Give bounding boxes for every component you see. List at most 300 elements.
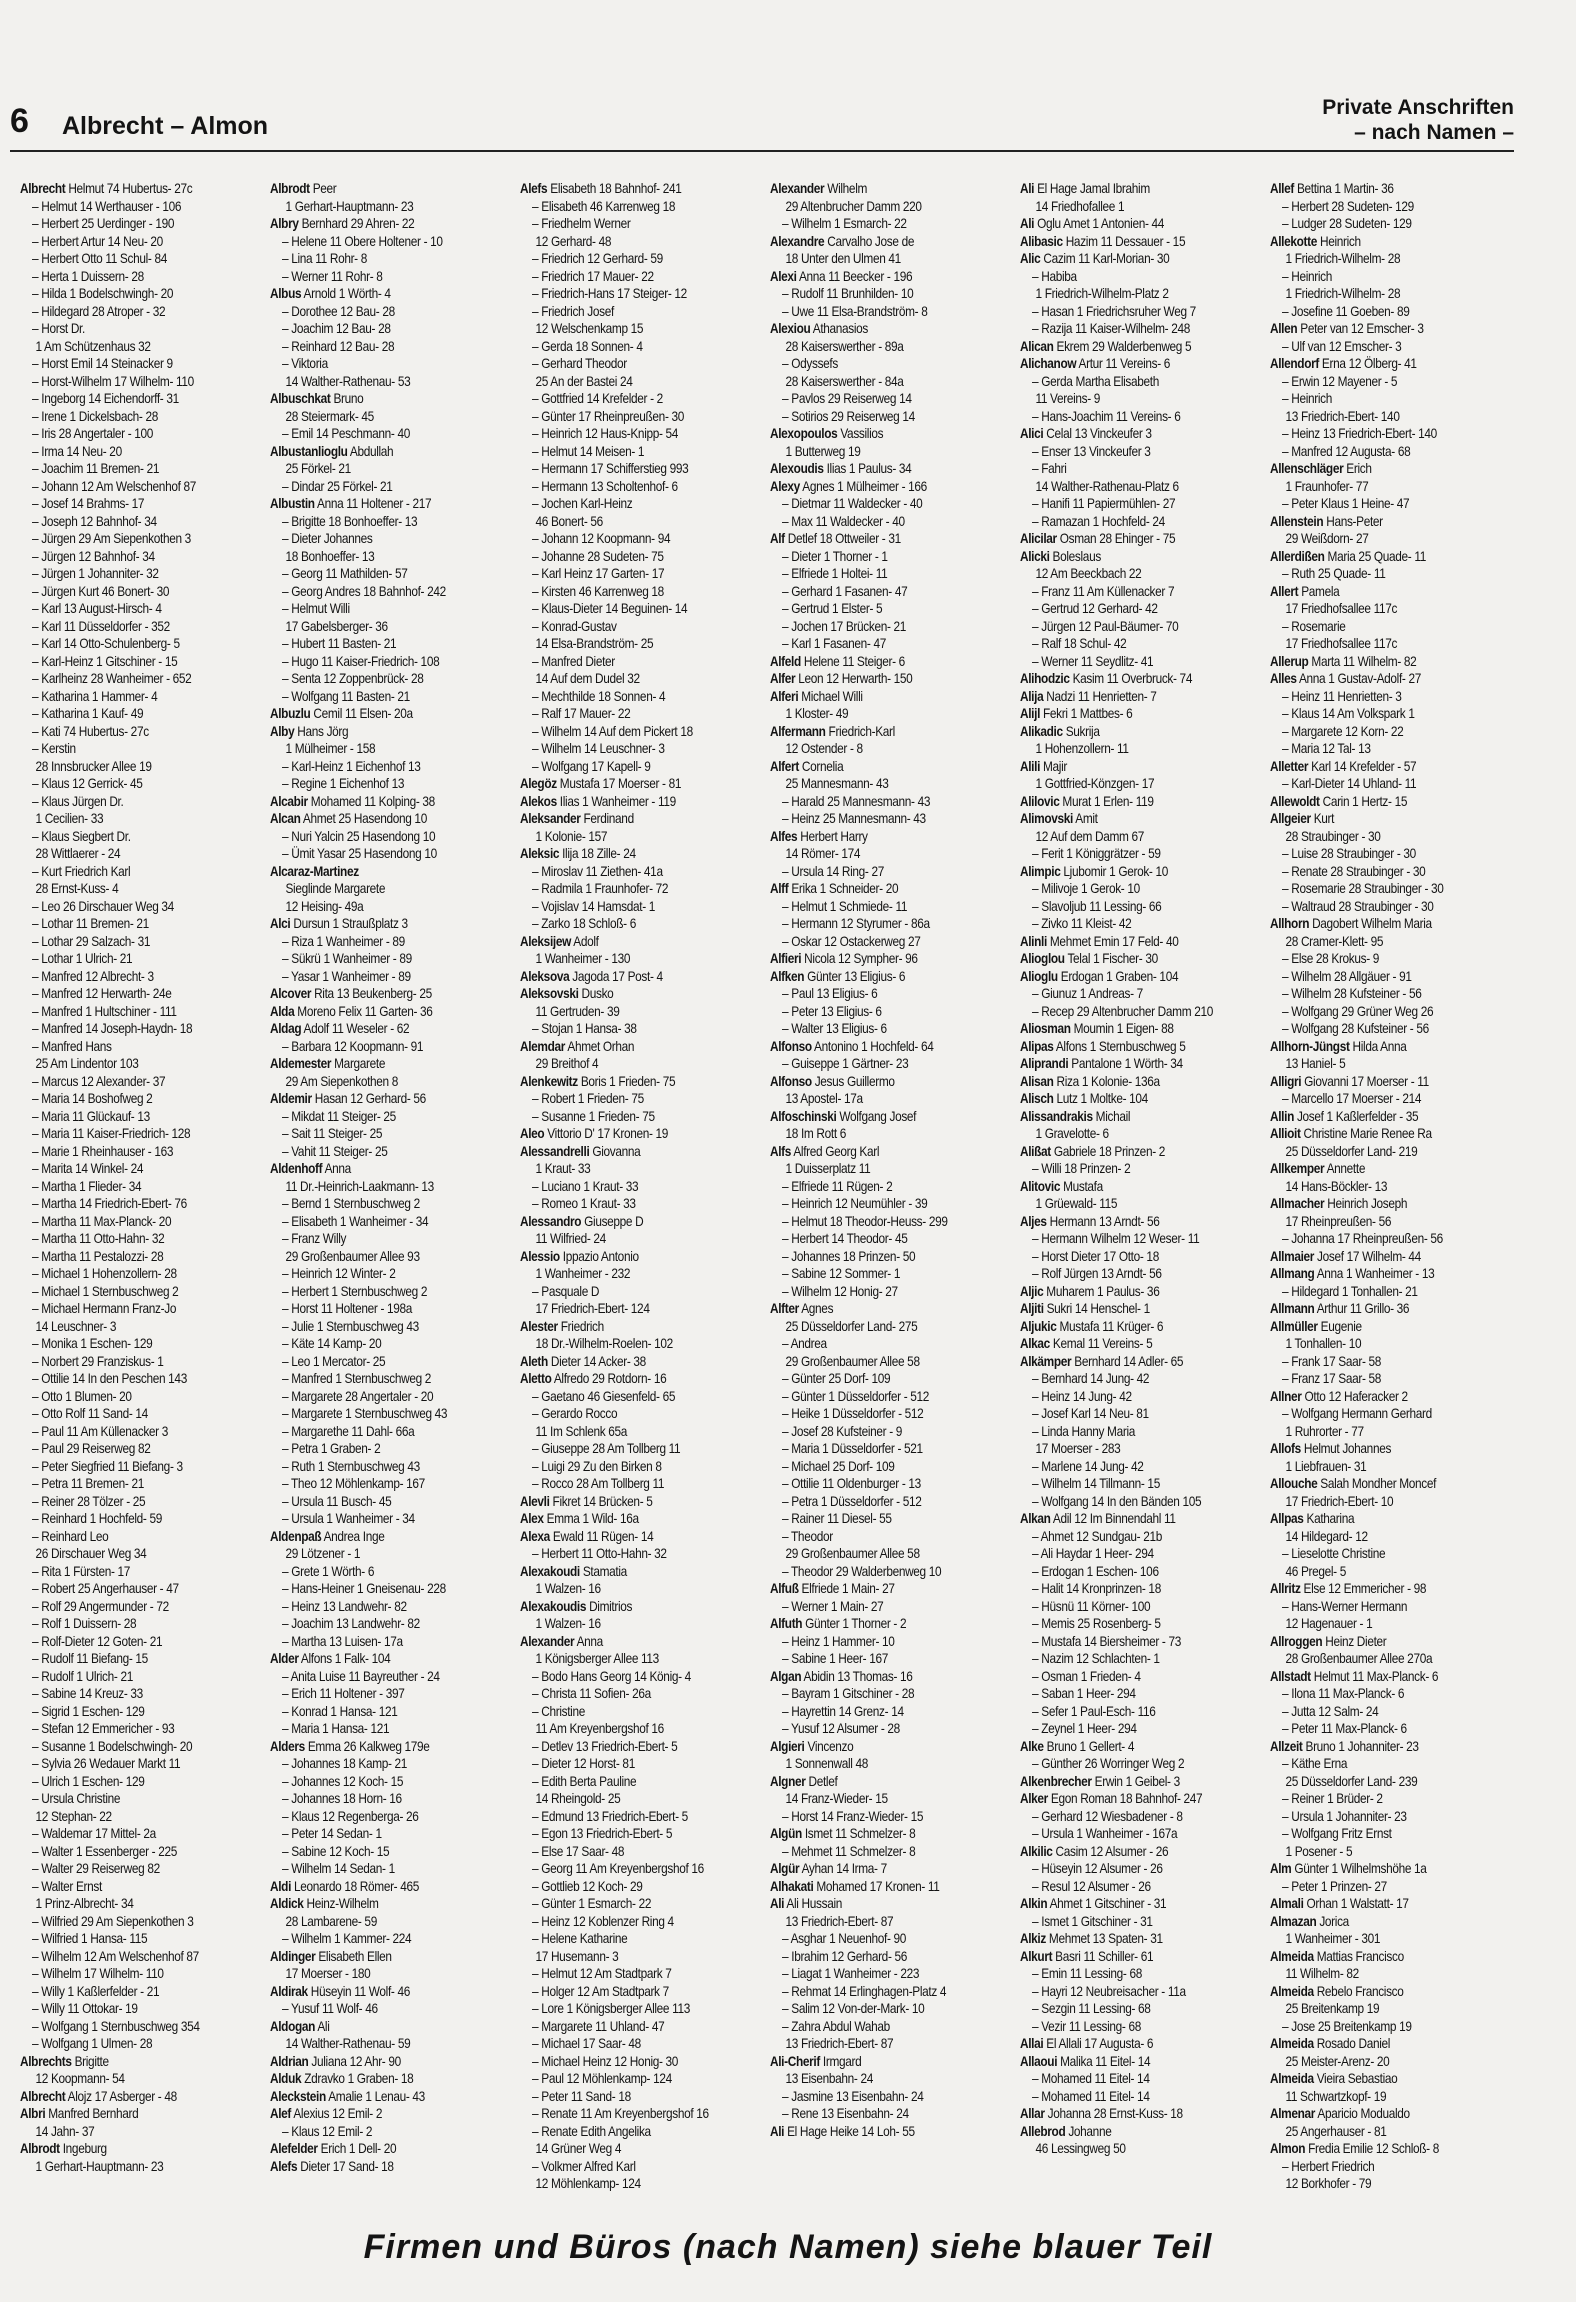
directory-line: – Heinz 14 Jung- 42 — [1032, 1388, 1132, 1404]
directory-line: – Ruth 25 Quade- 11 — [1282, 566, 1386, 581]
directory-line: Aldick Heinz-Wilhelm — [270, 1896, 379, 1911]
directory-line: – Karl-Heinz 1 Gitschiner - 15 — [32, 653, 178, 669]
surname: Alfuß — [770, 1581, 799, 1596]
directory-line: – Jutta 12 Salm- 24 — [1282, 1703, 1379, 1719]
surname: Alenkewitz — [520, 1073, 578, 1089]
directory-line: Ali-Cherif Irmgard — [770, 2053, 862, 2069]
directory-line: Aljukic Mustafa 11 Krüger- 6 — [1020, 1318, 1164, 1334]
directory-line: Alester Friedrich — [520, 1318, 604, 1334]
directory-line: – Jürgen 1 Johanniter- 32 — [32, 566, 159, 581]
directory-line: 1 Grüewald- 115 — [1035, 1196, 1118, 1211]
directory-line: – Heinrich 12 Winter- 2 — [282, 1266, 396, 1281]
directory-line: 12 Heising- 49a — [285, 898, 364, 914]
directory-line: Alicki Boleslaus — [1020, 548, 1101, 564]
directory-line: Allritz Else 12 Emmericher - 98 — [1270, 1581, 1427, 1596]
surname: Alda — [270, 1003, 295, 1019]
directory-line: – Sabine 1 Heer- 167 — [782, 1651, 888, 1666]
directory-line: – Johann 12 Koopmann- 94 — [532, 531, 671, 546]
directory-line: Alexander Wilhelm — [770, 181, 868, 196]
directory-line: – Peter Klaus 1 Heine- 47 — [1282, 496, 1410, 511]
directory-line: – Joachim 13 Landwehr- 82 — [282, 1616, 420, 1631]
directory-line: – Konrad 1 Hansa- 121 — [282, 1703, 398, 1719]
directory-line: – Günter 1 Esmarch- 22 — [532, 1896, 652, 1911]
surname: Alders — [270, 1738, 305, 1754]
surname: Albuschkat — [270, 391, 331, 406]
surname: Alexa — [520, 1528, 550, 1544]
directory-line: 28 Ernst-Kuss- 4 — [35, 881, 119, 896]
directory-line: Alkämper Bernhard 14 Adler- 65 — [1020, 1353, 1184, 1369]
directory-line: – Egon 13 Friedrich-Ebert- 5 — [532, 1826, 673, 1841]
directory-line: – Vojislav 14 Hamsdat- 1 — [532, 898, 656, 914]
directory-line: Ali El Hage Heike 14 Loh- 55 — [770, 2123, 915, 2139]
directory-line: 1 Kolonie- 157 — [535, 828, 608, 844]
surname: Alfonso — [770, 1038, 812, 1054]
directory-line: Alikadic Sukrija — [1020, 723, 1100, 739]
directory-column-1 — [20, 180, 229, 2174]
directory-line: – Erwin 12 Mayener - 5 — [1282, 373, 1398, 389]
directory-line: Almeida Vieira Sebastiao — [1270, 2071, 1398, 2086]
directory-line: – Manfred 14 Joseph-Haydn- 18 — [32, 1021, 193, 1036]
directory-line: – Frank 17 Saar- 58 — [1282, 1353, 1382, 1369]
directory-line: – Erich 11 Holtener - 397 — [282, 1686, 405, 1701]
directory-line: 1 Gottfried-Könzgen- 17 — [1035, 776, 1155, 791]
directory-line: Albus Arnold 1 Wörth- 4 — [270, 286, 391, 301]
directory-line: – Resul 12 Alsumer - 26 — [1032, 1878, 1151, 1894]
directory-line: Alfieri Nicola 12 Sympher- 96 — [770, 951, 918, 966]
surname: Alissandrakis — [1020, 1108, 1093, 1124]
page-header — [0, 0, 1576, 150]
directory-line: – Marita 14 Winkel- 24 — [32, 1161, 144, 1176]
surname: Aleckstein — [270, 2088, 326, 2104]
surname: Aldag — [270, 1021, 302, 1036]
directory-line: Alessio Ippazio Antonio — [520, 1248, 639, 1264]
directory-line: Algür Ayhan 14 Irma- 7 — [770, 1861, 887, 1876]
surname: Aldick — [270, 1896, 304, 1911]
surname: Allouche — [1270, 1476, 1318, 1491]
directory-line: – Karl 14 Otto-Schulenberg- 5 — [32, 636, 180, 651]
directory-line: – Rudolf 1 Ulrich- 21 — [32, 1668, 133, 1684]
directory-line: – Milivoje 1 Gerok- 10 — [1032, 881, 1140, 896]
surname: Allgeier — [1270, 811, 1311, 826]
surname: Alff — [770, 881, 789, 896]
surname: Alker — [1020, 1791, 1048, 1806]
directory-line: – Hüsnü 11 Körner- 100 — [1032, 1598, 1151, 1614]
surname: Alexy — [770, 478, 800, 494]
directory-line: – Kati 74 Hubertus- 27c — [32, 723, 149, 739]
directory-line: Alfonso Jesus Guillermo — [770, 1073, 895, 1089]
directory-line: 17 Gabelsberger- 36 — [285, 618, 388, 634]
surname: Ali — [770, 2123, 785, 2139]
directory-line: – Petra 11 Bremen- 21 — [32, 1476, 144, 1491]
directory-line: – Harald 25 Mannesmann- 43 — [782, 793, 931, 809]
directory-line: 25 Meister-Arenz- 20 — [1285, 2053, 1390, 2069]
directory-line: Alihodzic Kasim 11 Overbruck- 74 — [1020, 671, 1193, 686]
surname: Albrecht — [20, 181, 66, 196]
directory-line: – Peter 1 Prinzen- 27 — [1282, 1878, 1387, 1894]
directory-line: – Katharina 1 Kauf- 49 — [32, 706, 144, 721]
surname: Allen — [1270, 321, 1298, 336]
directory-line: Allmüller Eugenie — [1270, 1318, 1362, 1334]
directory-line: Alenkewitz Boris 1 Frieden- 75 — [520, 1073, 676, 1089]
surname: Almeida — [1270, 2036, 1314, 2051]
directory-line: Allioit Christine Marie Renee Ra — [1270, 1126, 1432, 1141]
directory-line: – Otto 1 Blumen- 20 — [32, 1388, 132, 1404]
directory-line: – Zahra Abdul Wahab — [782, 2018, 890, 2034]
directory-line: 29 Großenbaumer Allee 58 — [785, 1353, 920, 1369]
surname: Albus — [270, 286, 302, 301]
surname: Almeida — [1270, 1948, 1314, 1964]
directory-line: Albustanlioglu Abdullah — [270, 443, 394, 459]
directory-line: – Sezgin 11 Lessing- 68 — [1032, 2001, 1151, 2016]
directory-line: Alilovic Murat 1 Erlen- 119 — [1020, 793, 1154, 809]
directory-line: – Sükrü 1 Wanheimer - 89 — [282, 951, 412, 966]
surname: Ali — [770, 1896, 785, 1911]
directory-line: – Maria 14 Boshofweg 2 — [32, 1091, 153, 1106]
surname: Alfonso — [770, 1073, 812, 1089]
directory-line: Alfes Herbert Harry — [770, 828, 868, 844]
directory-line: – Stojan 1 Hansa- 38 — [532, 1021, 637, 1036]
directory-line: – Margarete 12 Korn- 22 — [1282, 723, 1404, 739]
directory-line: 11 Gertruden- 39 — [535, 1003, 620, 1019]
directory-line: – Vezir 11 Lessing- 68 — [1032, 2018, 1142, 2034]
directory-line: – Gottlieb 12 Koch- 29 — [532, 1878, 643, 1894]
directory-line: – Hayrettin 14 Grenz- 14 — [782, 1703, 904, 1719]
directory-line: – Irene 1 Dickelsbach- 28 — [32, 408, 158, 424]
directory-line: Albuzlu Cemil 11 Elsen- 20a — [270, 706, 413, 721]
surname: Alder — [270, 1651, 299, 1666]
directory-line: – Bernd 1 Sternbuschweg 2 — [282, 1196, 420, 1211]
directory-line: – Volkmer Alfred Karl — [532, 2158, 636, 2174]
directory-line: – Martha 14 Friedrich-Ebert- 76 — [32, 1196, 187, 1211]
directory-column-4 — [770, 180, 979, 2170]
directory-line: – Julie 1 Sternbuschweg 43 — [282, 1318, 419, 1334]
surname: Aldirak — [270, 1983, 308, 1999]
directory-line: – Jose 25 Breitenkamp 19 — [1282, 2018, 1412, 2034]
directory-line: – Dieter 12 Horst- 81 — [532, 1756, 635, 1771]
surname: Aldrian — [270, 2053, 309, 2069]
directory-line: 25 Förkel- 21 — [285, 461, 351, 476]
directory-line: – Gerhard 12 Wiesbadener - 8 — [1032, 1808, 1183, 1824]
directory-line: Alfs Alfred Georg Karl — [770, 1143, 880, 1159]
directory-line: Alevli Fikret 14 Brücken- 5 — [520, 1493, 653, 1509]
directory-line: Allgeier Kurt — [1270, 811, 1335, 826]
directory-line: Alff Erika 1 Schneider- 20 — [770, 881, 899, 896]
directory-line: – Wilhelm 1 Esmarch- 22 — [782, 216, 907, 231]
directory-line: 1 Walzen- 16 — [535, 1581, 601, 1596]
directory-line: – Sigrid 1 Eschen- 129 — [32, 1703, 145, 1719]
directory-line: – Waltraud 28 Straubinger - 30 — [1282, 898, 1434, 914]
directory-line — [270, 863, 479, 881]
surname: Alessandro — [520, 1213, 582, 1229]
directory-line: Alexakoudi Stamatia — [520, 1563, 627, 1579]
directory-line: Allekotte Heinrich — [1270, 233, 1361, 249]
directory-line: – Johannes 18 Horn- 16 — [282, 1791, 402, 1806]
directory-line: Alferi Michael Willi — [770, 688, 863, 704]
directory-line: – Viktoria — [282, 356, 328, 371]
directory-line: – Heinz 11 Henrietten- 3 — [1282, 688, 1402, 704]
directory-line: Alkurt Basri 11 Schiller- 61 — [1020, 1948, 1154, 1964]
directory-line: 25 Düsseldorfer Land- 239 — [1285, 1773, 1418, 1789]
directory-line: – Peter 13 Eligius- 6 — [782, 1003, 882, 1019]
directory-line: – Christine — [532, 1703, 585, 1719]
directory-line: – Helmut 14 Meisen- 1 — [532, 443, 645, 459]
directory-line: – Joachim 12 Bau- 28 — [282, 321, 391, 336]
directory-line: – Nuri Yalcin 25 Hasendong 10 — [282, 828, 436, 844]
directory-line: 11 Wilhelm- 82 — [1285, 1966, 1359, 1981]
directory-line: – Kurt Friedrich Karl — [32, 863, 131, 879]
directory-line: – Liagat 1 Wanheimer - 223 — [782, 1966, 920, 1981]
directory-line: – Peter 11 Sand- 18 — [532, 2088, 631, 2104]
surname: Alessio — [520, 1248, 560, 1264]
directory-line: – Karl Heinz 17 Garten- 17 — [532, 566, 665, 581]
directory-column-3 — [520, 180, 729, 2191]
directory-line: Aleksova Jagoda 17 Post- 4 — [520, 968, 663, 984]
directory-line: – Else 17 Saar- 48 — [532, 1843, 625, 1859]
directory-line: 25 Mannesmann- 43 — [785, 776, 889, 791]
directory-line: – Dieter 1 Thorner - 1 — [782, 548, 888, 564]
directory-line: – Ulf van 12 Emscher- 3 — [1282, 338, 1402, 354]
surname: Alic — [1020, 251, 1041, 266]
directory-line: – Günther 26 Worringer Weg 2 — [1032, 1756, 1185, 1771]
directory-line: Allstadt Helmut 11 Max-Planck- 6 — [1270, 1668, 1439, 1684]
directory-line: – Helene Katharine — [532, 1931, 628, 1946]
surname: Alfermann — [770, 723, 826, 739]
directory-line: 18 Im Rott 6 — [785, 1126, 846, 1141]
directory-line: – Uwe 11 Elsa-Brandström- 8 — [782, 303, 928, 319]
directory-line: Alichanow Artur 11 Vereins- 6 — [1020, 356, 1171, 371]
surname: Allritz — [1270, 1581, 1301, 1596]
directory-line: Alfuth Günter 1 Thorner - 2 — [770, 1616, 907, 1631]
directory-line: – Rolf 1 Duissern- 28 — [32, 1616, 137, 1631]
directory-line: – Miroslav 11 Ziethen- 41a — [532, 863, 663, 879]
directory-line: 12 Möhlenkamp- 124 — [535, 2176, 641, 2191]
directory-line: – Elfriede 1 Holtei- 11 — [782, 566, 888, 581]
surname: Algieri — [770, 1738, 805, 1754]
directory-line: Alligri Giovanni 17 Moerser - 11 — [1270, 1073, 1429, 1089]
surname: Aldemester — [270, 1056, 332, 1071]
directory-line: – Margarethe 11 Dahl- 66a — [282, 1423, 415, 1439]
directory-line: – Hildegard 1 Tonhallen- 21 — [1282, 1283, 1418, 1299]
surname: Allstadt — [1270, 1668, 1311, 1684]
directory-line: Alipas Alfons 1 Sternbuschweg 5 — [1020, 1038, 1186, 1054]
directory-line: – Maria 1 Hansa- 121 — [282, 1721, 390, 1736]
directory-line: Alic Cazim 11 Karl-Morian- 30 — [1020, 251, 1170, 266]
directory-line: – Jürgen Kurt 46 Bonert- 30 — [32, 583, 170, 599]
directory-line: Allroggen Heinz Dieter — [1270, 1633, 1387, 1649]
directory-line: – Horst Emil 14 Steinacker 9 — [32, 356, 173, 371]
directory-line: – Georg Andres 18 Bahnhof- 242 — [282, 583, 446, 599]
directory-line: – Hans-Werner Hermann — [1282, 1598, 1408, 1614]
directory-line: – Josef Karl 14 Neu- 81 — [1032, 1406, 1149, 1421]
directory-line: Allofs Helmut Johannes — [1270, 1441, 1392, 1456]
directory-line: – Hans-Heiner 1 Gneisenau- 228 — [282, 1581, 446, 1596]
directory-line: Alefs Elisabeth 18 Bahnhof- 241 — [520, 181, 682, 196]
directory-line: 11 Wilfried- 24 — [535, 1231, 606, 1246]
directory-line: Almazan Jorica — [1270, 1913, 1349, 1929]
directory-line: Alfert Cornelia — [770, 758, 844, 774]
directory-line: – Ottilie 11 Oldenburger - 13 — [782, 1476, 921, 1491]
directory-line: – Luise 28 Straubinger - 30 — [1282, 846, 1416, 861]
directory-line: 25 Düsseldorfer Land- 275 — [785, 1318, 918, 1334]
directory-line: – Paul 13 Eligius- 6 — [782, 986, 878, 1001]
directory-line: – Maria 1 Düsseldorfer - 521 — [782, 1441, 923, 1456]
surname: Allroggen — [1270, 1633, 1323, 1649]
directory-line: Aleksovski Dusko — [520, 986, 614, 1001]
directory-line: 12 Welschenkamp 15 — [535, 321, 644, 336]
directory-line: – Dindar 25 Förkel- 21 — [282, 478, 393, 494]
directory-line: Alili Majir — [1020, 758, 1067, 774]
directory-line: – Wolfgang Fritz Ernst — [1282, 1826, 1392, 1841]
directory-line: Alcan Ahmet 25 Hasendong 10 — [270, 811, 427, 826]
directory-line: – Gaetano 46 Giesenfeld- 65 — [532, 1388, 676, 1404]
directory-line: – Marie 1 Rheinhauser - 163 — [32, 1143, 174, 1159]
directory-line: – Kerstin — [32, 741, 76, 756]
surname: Alkin — [1020, 1896, 1048, 1911]
surname: Allert — [1270, 583, 1299, 599]
directory-line: Alcabir Mohamed 11 Kolping- 38 — [270, 793, 435, 809]
directory-line: – Josef 14 Brahms- 17 — [32, 496, 145, 511]
directory-line: – Josef 28 Kufsteiner - 9 — [782, 1423, 903, 1439]
directory-line: – Ümit Yasar 25 Hasendong 10 — [282, 846, 437, 861]
directory-line: Alfeld Helene 11 Steiger- 6 — [770, 653, 905, 669]
directory-line: Alexy Agnes 1 Mülheimer - 166 — [770, 478, 927, 494]
directory-line: – Rene 13 Eisenbahn- 24 — [782, 2106, 909, 2121]
directory-line: – Wolfgang 11 Basten- 21 — [282, 688, 410, 704]
directory-line: – Käte 14 Kamp- 20 — [282, 1336, 382, 1351]
surname: Aleksic — [520, 846, 560, 861]
directory-line: Alioglou Telal 1 Fischer- 30 — [1020, 951, 1158, 966]
directory-line: 1 Liebfrauen- 31 — [1285, 1458, 1367, 1474]
surname: Allar — [1020, 2106, 1045, 2121]
directory-line: 14 Jahn- 37 — [35, 2123, 95, 2139]
directory-line: – Saban 1 Heer- 294 — [1032, 1686, 1136, 1701]
directory-line: – Wilhelm 1 Kammer- 224 — [282, 1931, 412, 1946]
directory-line: – Karlheinz 28 Wanheimer - 652 — [32, 671, 192, 686]
directory-line: 14 Franz-Wieder- 15 — [785, 1791, 888, 1806]
directory-line: Aldogan Ali — [270, 2018, 330, 2034]
surname: Ali — [1020, 181, 1035, 196]
directory-line: – Manfred Hans — [32, 1038, 112, 1054]
directory-line: – Jürgen 12 Paul-Bäumer- 70 — [1032, 618, 1179, 634]
directory-line: – Johannes 12 Koch- 15 — [282, 1773, 404, 1789]
directory-line: – Friedrich 12 Gerhard- 59 — [532, 251, 663, 266]
directory-line: – Mohamed 11 Eitel- 14 — [1032, 2088, 1150, 2104]
surname: Aljic — [1020, 1283, 1044, 1299]
directory-line: – Heinrich — [1282, 391, 1333, 406]
directory-line: 14 Friedhofallee 1 — [1035, 198, 1125, 214]
directory-line: – Helmut 1 Schmiede- 11 — [782, 898, 908, 914]
directory-line: – Reinhard 1 Hochfeld- 59 — [32, 1511, 162, 1526]
surname: Alcabir — [270, 793, 308, 809]
directory-line: Alioglu Erdogan 1 Graben- 104 — [1020, 968, 1179, 984]
directory-line: 1 Mülheimer - 158 — [285, 741, 376, 756]
directory-line: – Otto Rolf 11 Sand- 14 — [32, 1406, 148, 1421]
directory-line: – Klaus-Dieter 14 Beguinen- 14 — [532, 601, 688, 616]
surname: Allai — [1020, 2036, 1044, 2051]
directory-line: – Herta 1 Duissern- 28 — [32, 268, 144, 284]
directory-line: – Karl-Dieter 14 Uhland- 11 — [1282, 776, 1417, 791]
directory-line: – Habiba — [1032, 268, 1077, 284]
directory-line: Alemdar Ahmet Orhan — [520, 1038, 635, 1054]
directory-line: – Wilhelm 12 Honig- 27 — [782, 1283, 898, 1299]
surname: Allin — [1270, 1108, 1294, 1124]
directory-line: Alfer Leon 12 Herwarth- 150 — [770, 671, 913, 686]
surname: Alfoschinski — [770, 1108, 837, 1124]
directory-line: Aleksic Ilija 18 Zille- 24 — [520, 846, 636, 861]
directory-line: 28 Cramer-Klett- 95 — [1285, 933, 1384, 949]
directory-line: – Gottfried 14 Krefelder - 2 — [532, 391, 663, 406]
surname: Aleo — [520, 1126, 545, 1141]
directory-line: – Horst-Wilhelm 17 Wilhelm- 110 — [32, 373, 194, 389]
section-heading-line-2: – nach Namen – — [1354, 121, 1514, 144]
directory-line: 17 Friedrich-Ebert- 10 — [1285, 1493, 1394, 1509]
directory-line: – Reiner 28 Tölzer - 25 — [32, 1493, 146, 1509]
directory-line: – Klaus 12 Regenberga- 26 — [282, 1808, 419, 1824]
directory-line: Alfken Günter 13 Eligius- 6 — [770, 968, 906, 984]
directory-line: 28 Wittlaerer - 24 — [35, 846, 121, 861]
surname: Allmacher — [1270, 1196, 1325, 1211]
directory-line: 28 Steiermark- 45 — [285, 408, 374, 424]
surname: Alm — [1270, 1861, 1292, 1876]
surname: Aljukic — [1020, 1318, 1057, 1334]
directory-line: – Salim 12 Von-der-Mark- 10 — [782, 2001, 925, 2016]
directory-line: Allaoui Malika 11 Eitel- 14 — [1020, 2053, 1151, 2069]
directory-line: – Jürgen 29 Am Siepenkothen 3 — [32, 531, 191, 546]
directory-line: 18 Bonhoeffer- 13 — [285, 548, 375, 564]
directory-line: – Radmila 1 Fraunhofer- 72 — [532, 881, 669, 896]
directory-line: – Walter 29 Reiserweg 82 — [32, 1861, 160, 1876]
directory-line: – Wilhelm 14 Sedan- 1 — [282, 1861, 395, 1876]
directory-line: – Maria 11 Kaiser-Friedrich- 128 — [32, 1126, 191, 1141]
directory-line: Albustin Anna 11 Holtener - 217 — [270, 496, 432, 511]
directory-line: Alker Egon Roman 18 Bahnhof- 247 — [1020, 1791, 1203, 1806]
directory-line: – Martha 11 Max-Planck- 20 — [32, 1213, 172, 1229]
directory-line: Alexoudis Ilias 1 Paulus- 34 — [770, 461, 912, 476]
directory-line: – Wolfgang 1 Ulmen- 28 — [32, 2036, 153, 2051]
directory-line: – Herbert Otto 11 Schul- 84 — [32, 251, 167, 266]
directory-line: 17 Moerser - 180 — [285, 1966, 371, 1981]
directory-column-2 — [270, 180, 479, 2174]
directory-line: – Memis 25 Rosenberg- 5 — [1032, 1616, 1161, 1631]
directory-line: – Herbert 11 Otto-Hahn- 32 — [532, 1546, 667, 1561]
directory-line: Aldenhoff Anna — [270, 1161, 351, 1176]
directory-line: – Dorothee 12 Bau- 28 — [282, 303, 395, 319]
directory-line: – Ahmet 12 Sundgau- 21b — [1032, 1528, 1163, 1544]
directory-line: – Karl 13 August-Hirsch- 4 — [32, 601, 162, 616]
directory-line: – Margarete 1 Sternbuschweg 43 — [282, 1406, 448, 1421]
directory-line: 28 Innsbrucker Allee 19 — [35, 758, 152, 774]
directory-line: – Mikdat 11 Steiger- 25 — [282, 1108, 396, 1124]
directory-line: 1 Cecilien- 33 — [35, 811, 104, 826]
directory-line: Almenar Aparicio Modualdo — [1270, 2106, 1410, 2121]
directory-line: – Fahri — [1032, 461, 1067, 476]
directory-line: 46 Lessingweg 50 — [1035, 2141, 1126, 2156]
directory-line: – Edith Berta Pauline — [532, 1773, 637, 1789]
directory-line: – Anita Luise 11 Bayreuther - 24 — [282, 1668, 440, 1684]
surname: Allmann — [1270, 1301, 1315, 1316]
directory-line: 1 Walzen- 16 — [535, 1616, 601, 1631]
directory-line: – Günter 17 Rheinpreußen- 30 — [532, 408, 685, 424]
directory-line: – Heinrich 12 Neumühler - 39 — [782, 1196, 928, 1211]
directory-line: Alexander Anna — [520, 1633, 603, 1649]
directory-line: – Petra 1 Graben- 2 — [282, 1441, 381, 1456]
directory-line: – Wilhelm 17 Wilhelm- 110 — [32, 1966, 164, 1981]
directory-line: Alija Nadzi 11 Henrietten- 7 — [1020, 688, 1157, 704]
header-rule — [10, 150, 1514, 152]
directory-line: 12 Ostender - 8 — [785, 741, 863, 756]
directory-line: 17 Friedhofsallee 117c — [1285, 601, 1398, 616]
surname: Almenar — [1270, 2106, 1316, 2121]
